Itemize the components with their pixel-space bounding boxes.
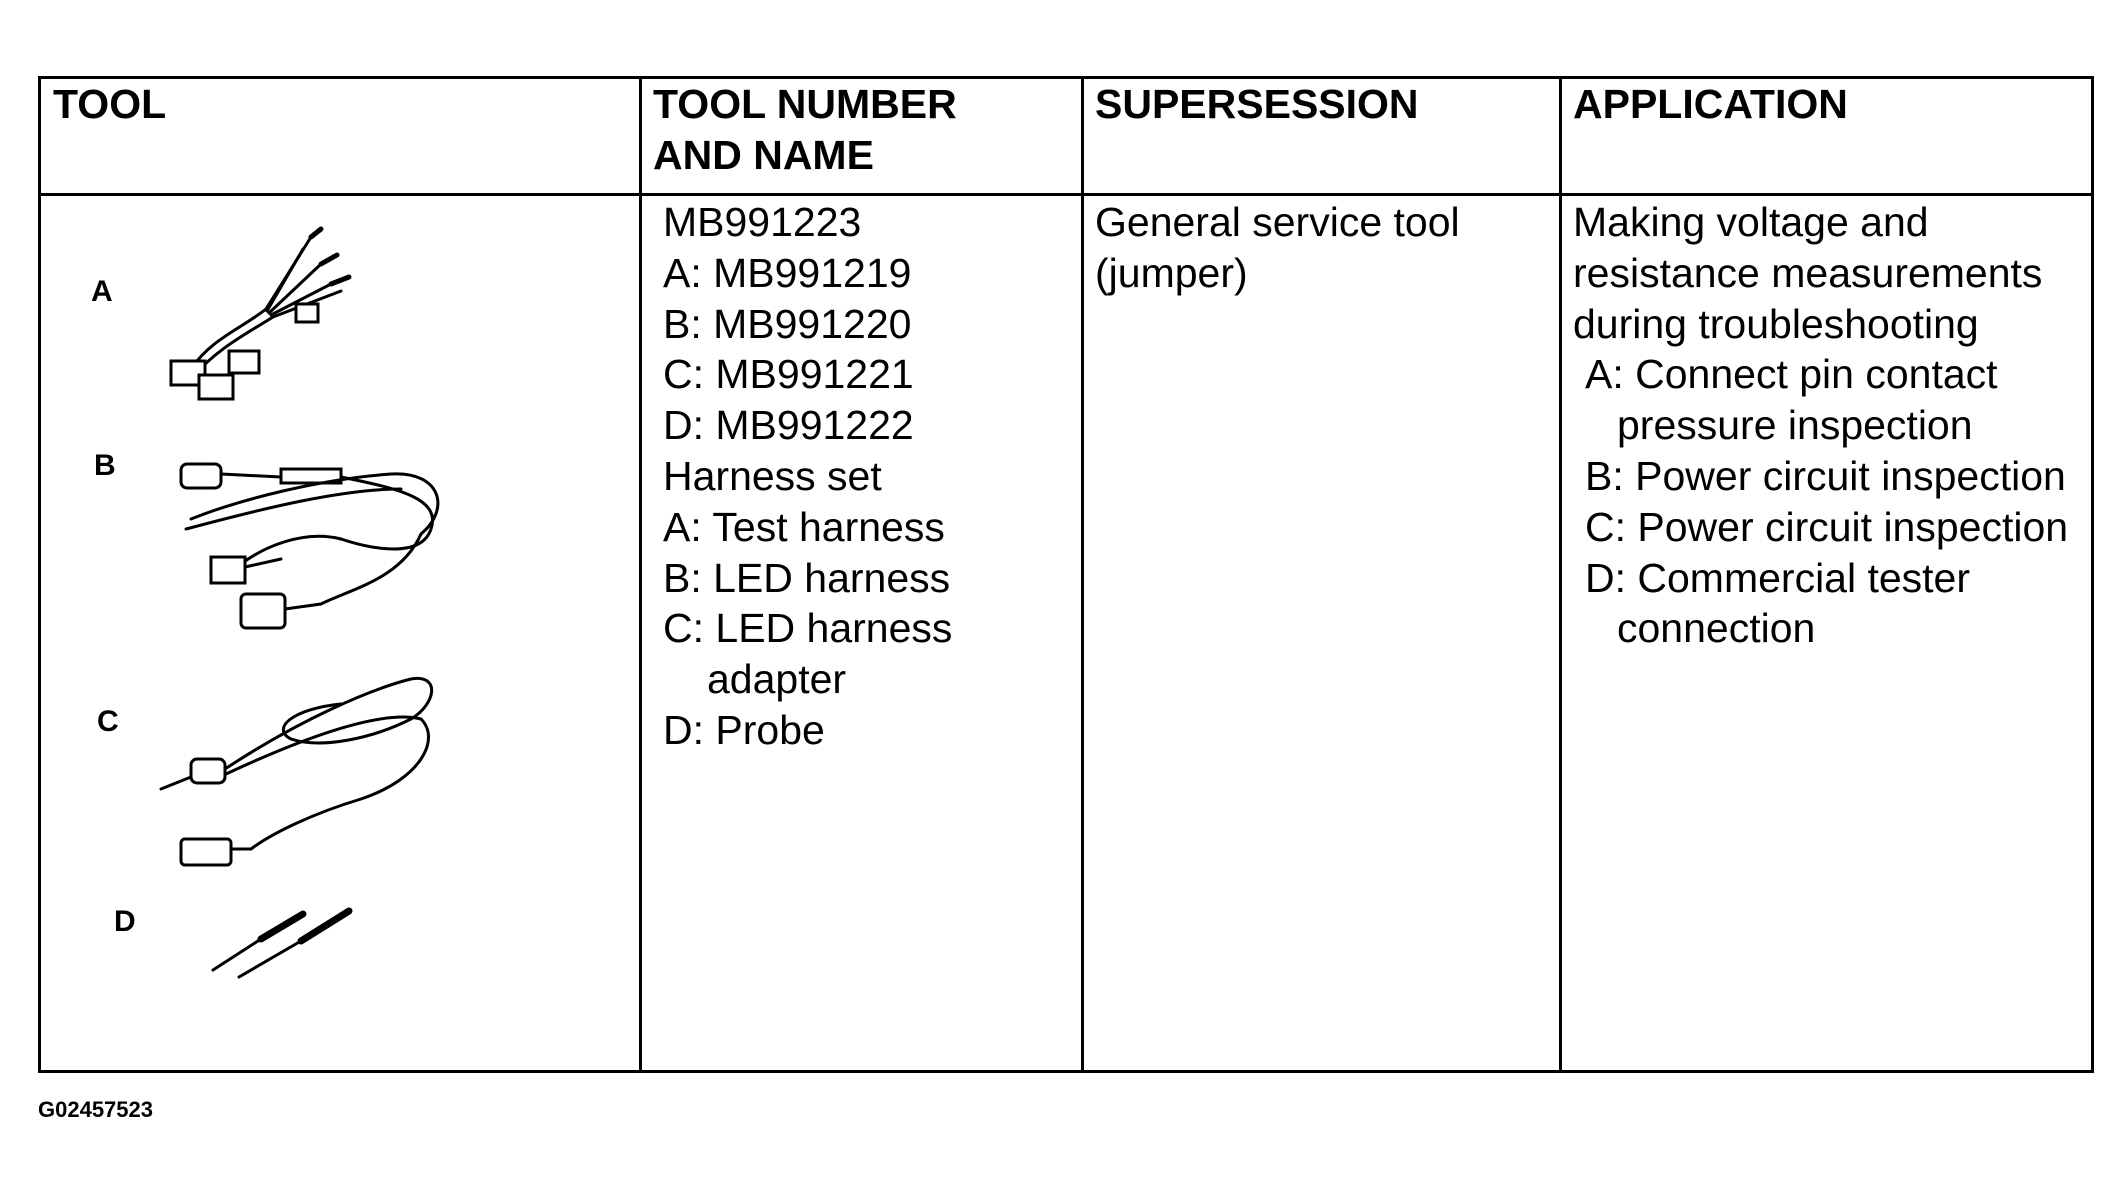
tool-label-a: A [91,275,113,308]
column-divider [639,79,642,1070]
header-tool-number: TOOL NUMBER AND NAME [653,81,957,178]
tool-label-d: D [114,905,136,938]
supersession-line: (jumper) [1095,249,1248,296]
tool-number-line: C: MB991221 [663,351,914,398]
header-supersession: SUPERSESSION [1095,81,1419,127]
application-line: during troubleshooting [1573,300,1979,347]
probe-icon [213,911,349,977]
tool-label-c: C [97,705,119,738]
tool-number-line: Harness set [663,452,882,499]
header-application: APPLICATION [1573,81,1848,127]
tool-number-cell [663,197,952,756]
application-line: D: Commercial tester [1585,554,1971,601]
tool-label-b: B [94,449,116,482]
supersession-cell [1095,197,1460,299]
tool-number-line: C: LED harness [663,605,953,652]
tool-number-line: adapter [707,656,847,703]
figure-id: G02457523 [38,1097,153,1122]
led-harness-adapter-icon [161,678,432,865]
test-harness-icon [171,229,349,399]
application-line: pressure inspection [1617,402,1973,449]
tool-number-line: A: Test harness [663,503,945,550]
application-line: A: Connect pin contact [1585,351,1998,398]
application-line: resistance measurements [1573,249,2043,296]
column-divider [1559,79,1562,1070]
tool-illustrations [41,79,639,1069]
application-line: B: Power circuit inspection [1585,452,2066,499]
application-line: connection [1617,605,1816,652]
tool-number-line: A: MB991219 [663,249,912,296]
column-divider [1081,79,1084,1070]
tool-number-line: D: Probe [663,706,825,753]
tool-number-line: D: MB991222 [663,402,914,449]
application-line: Making voltage and [1573,199,1929,245]
application-line: C: Power circuit inspection [1585,503,2069,550]
tool-number-line: B: LED harness [663,554,951,601]
supersession-line: General service tool [1095,199,1460,245]
application-cell [1573,197,2068,654]
led-harness-icon [181,464,438,628]
tool-number-line: B: MB991220 [663,300,912,347]
tool-table [38,76,2094,1073]
tool-number-line: MB991223 [663,199,862,245]
header-tool: TOOL [53,81,167,127]
